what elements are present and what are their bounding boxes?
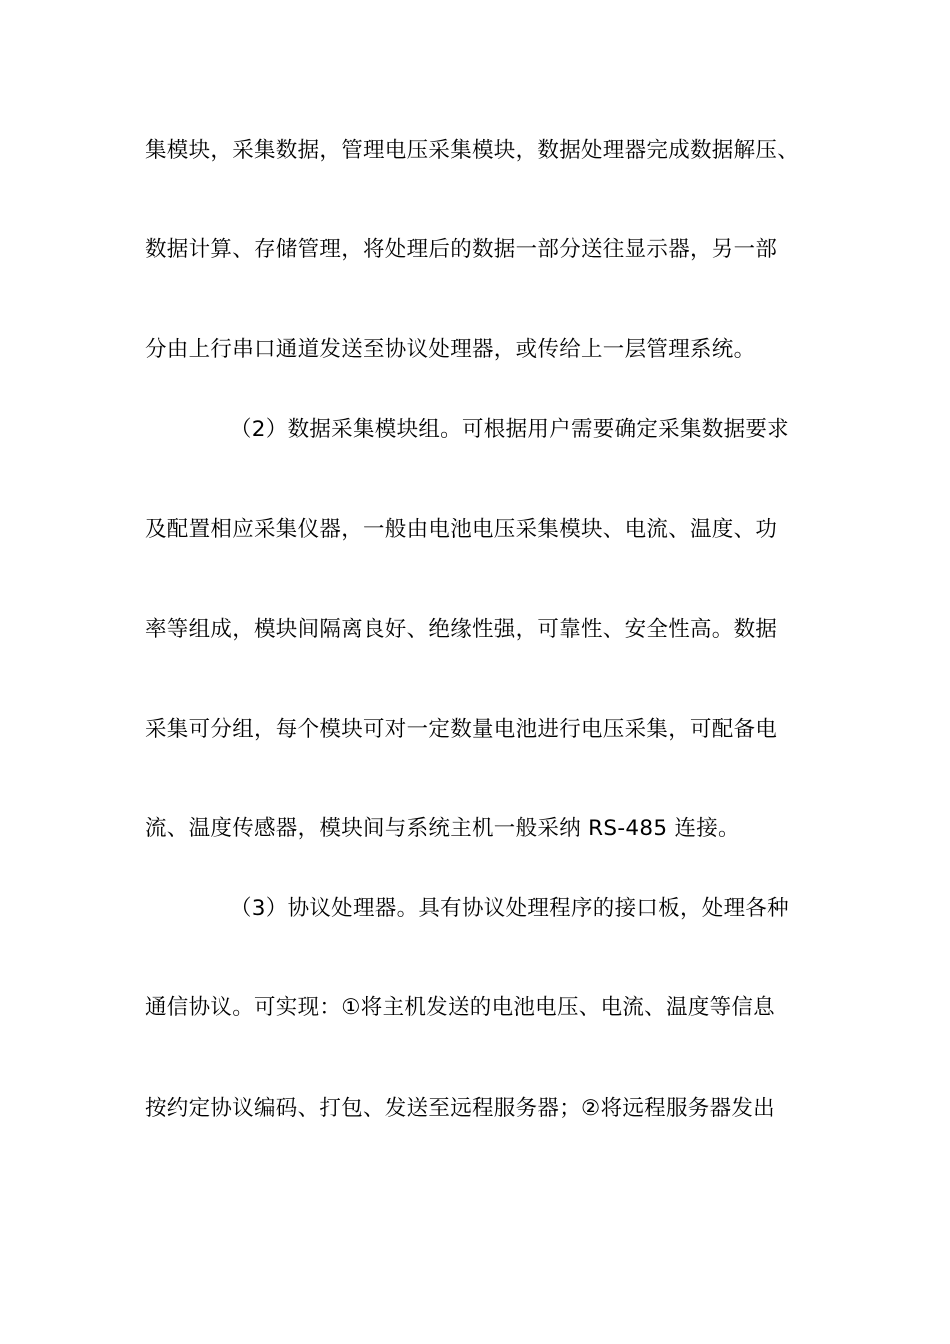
paragraph-line: 及配置相应采集仪器，一般由电池电压采集模块、电流、温度、功 <box>145 517 778 542</box>
paragraph-line: 通信协议。可实现：①将主机发送的电池电压、电流、温度等信息 <box>145 995 775 1020</box>
paragraph-line: 数据计算、存储管理，将处理后的数据一部分送往显示器，另一部 <box>145 237 778 262</box>
section-3-heading-line: （3）协议处理器。具有协议处理程序的接口板，处理各种 <box>230 896 789 921</box>
paragraph-line: 率等组成，模块间隔离良好、绝缘性强，可靠性、安全性高。数据 <box>145 617 778 642</box>
section-2-heading-line: （2）数据采集模块组。可根据用户需要确定采集数据要求 <box>230 417 789 442</box>
paragraph-line: 分由上行串口通道发送至协议处理器，或传给上一层管理系统。 <box>145 337 756 362</box>
paragraph-line: 集模块，采集数据，管理电压采集模块，数据处理器完成数据解压、 <box>145 138 800 163</box>
paragraph-line: 流、温度传感器，模块间与系统主机一般采纳 RS-485 连接。 <box>145 816 740 841</box>
paragraph-line: 按约定协议编码、打包、发送至远程服务器；②将远程服务器发出 <box>145 1096 775 1121</box>
paragraph-line: 采集可分组，每个模块可对一定数量电池进行电压采集，可配备电 <box>145 717 778 742</box>
